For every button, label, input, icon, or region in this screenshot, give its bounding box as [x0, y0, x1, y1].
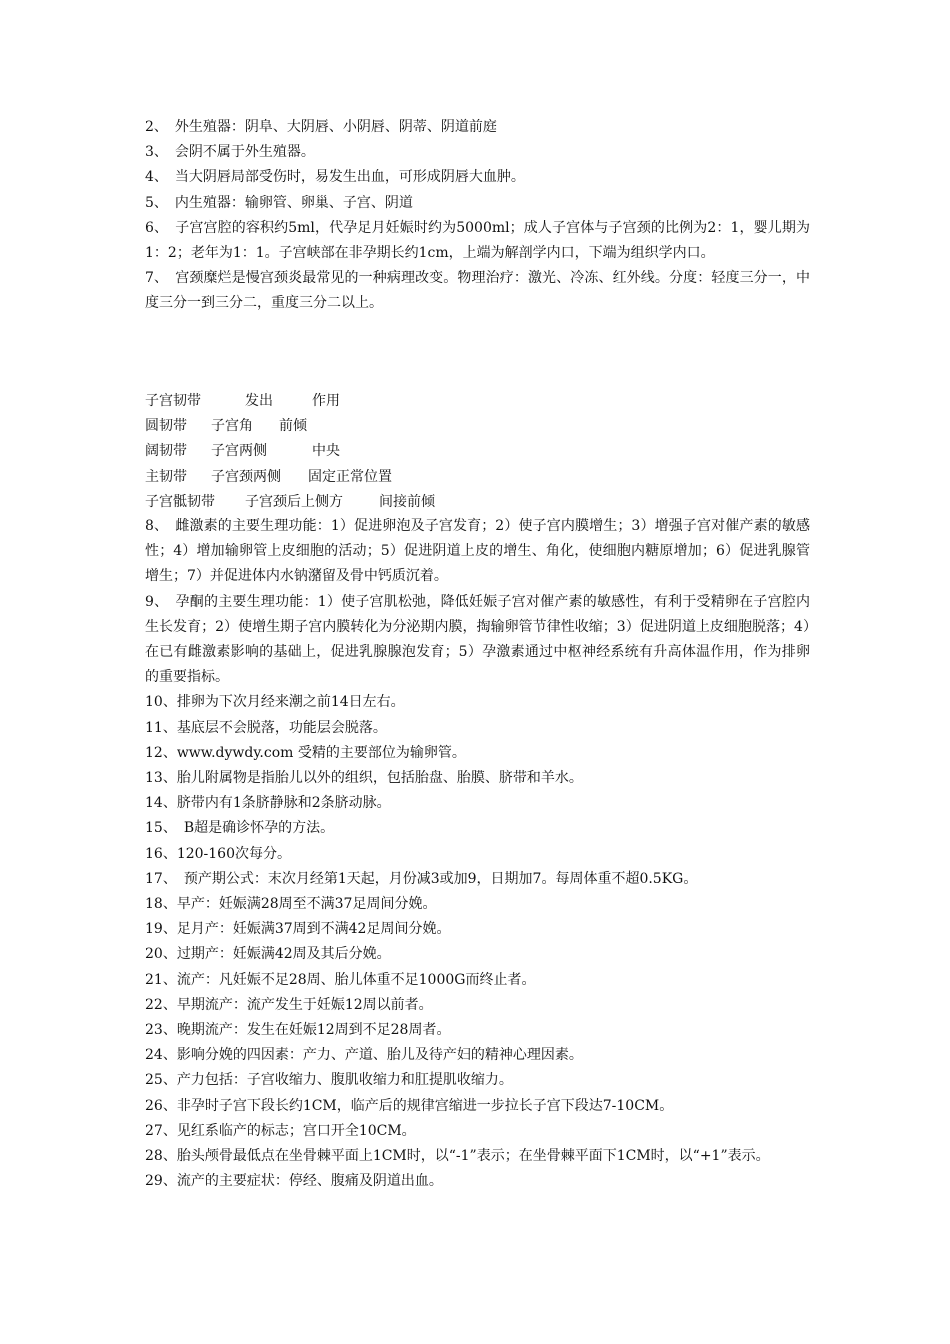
list-item: 6、 子宫宫腔的容积约5ml，代孕足月妊娠时约为5000ml；成人子宫体与子宫颈的比例为2：1，婴儿期为1：2；老年为1：1。子宫峡部在非孕期长约1cm，上端为解剖学内口，下端为组织学内口。: [145, 219, 810, 262]
list-item: 27、见红系临产的标志；宫口开全10CM。: [145, 1122, 416, 1139]
list-item: 21、流产：凡妊娠不足28周、胎儿体重不足1000G而终止者。: [145, 971, 536, 988]
column-header: 作用: [312, 393, 340, 409]
ligament-table: [145, 389, 810, 515]
table-row: [145, 465, 810, 490]
list-item: 12、www.dywdy.com 受精的主要部位为输卵管。: [145, 744, 466, 761]
column-header: 子宫韧带: [145, 393, 201, 409]
list-item: 25、产力包括：子宫收缩力、腹肌收缩力和肛提肌收缩力。: [145, 1072, 513, 1089]
list-item: 4、 当大阴唇局部受伤时，易发生出血，可形成阴唇大血肿。: [145, 169, 525, 186]
list-item: 3、 会阴不属于外生殖器。: [145, 144, 315, 161]
list-item: 9、 孕酮的主要生理功能：1）使子宫肌松弛，降低妊娠子宫对催产素的敏感性，有利于受精卵在子宫腔内生长发育；2）使增生期子宫内膜转化为分泌期内膜，掏输卵管节律性收缩；3）促进阴道上皮细胞脱落；4）在已有雌激素影响的基础上，促进乳腺腺泡发育；5）孕激素通过中枢神经系统有升高体温作用，作为排卵的重要指标。: [145, 593, 810, 686]
list-item: 17、 预产期公式：末次月经第1天起，月份减3或加9，日期加7。每周体重不超0.5KG。: [145, 870, 698, 887]
section-1: [145, 115, 810, 317]
table-cell: 固定正常位置: [308, 468, 392, 485]
table-cell: 子宫颈两侧: [211, 468, 281, 485]
table-cell: 子宫颈后上侧方: [245, 493, 343, 510]
table-header-row: [145, 389, 810, 414]
list-item: 8、 雌激素的主要生理功能：1）促进卵泡及子宫发育；2）使子宫内膜增生；3）增强子宫对催产素的敏感性；4）增加输卵管上皮细胞的活动；5）促进阴道上皮的增生、角化，使细胞内糖原增加；6）促进乳腺管增生；7）并促进体内水钠潴留及骨中钙质沉着。: [145, 518, 810, 585]
table-cell: 主韧带: [145, 468, 187, 485]
list-item: 29、流产的主要症状：停经、腹痛及阴道出血。: [145, 1173, 443, 1190]
list-item: 10、排卵为下次月经来潮之前14日左右。: [145, 694, 405, 711]
list-item: 11、基底层不会脱落，功能层会脱落。: [145, 719, 387, 736]
table-cell: 间接前倾: [379, 493, 435, 510]
list-item: 26、非孕时子宫下段长约1CM，临产后的规律宫缩进一步拉长子宫下段达7-10CM。: [145, 1097, 674, 1114]
table-cell: 圆韧带: [145, 418, 187, 435]
list-item: 5、 内生殖器：输卵管、卵巢、子宫、阴道: [145, 194, 413, 211]
list-item: 13、胎儿附属物是指胎儿以外的组织，包括胎盘、胎膜、脐带和羊水。: [145, 770, 583, 787]
list-item: 15、 B超是确诊怀孕的方法。: [145, 820, 335, 837]
list-item: 22、早期流产：流产发生于妊娠12周以前者。: [145, 996, 433, 1013]
table-row: [145, 414, 810, 439]
list-item: 19、足月产：妊娠满37周到不满42足周间分娩。: [145, 921, 451, 938]
table-cell: 子宫两侧: [211, 443, 267, 460]
table-row: [145, 439, 810, 464]
list-item: 7、 宫颈糜烂是慢宫颈炎最常见的一种病理改变。物理治疗：激光、冷冻、红外线。分度：轻度三分一，中度三分一到三分二，重度三分二以上。: [145, 270, 810, 312]
list-item: 2、 外生殖器：阴阜、大阴唇、小阴唇、阴蒂、阴道前庭: [145, 119, 497, 135]
table-cell: 子宫角: [211, 418, 253, 435]
list-item: 14、脐带内有1条脐静脉和2条脐动脉。: [145, 795, 391, 812]
table-cell: 子宫骶韧带: [145, 493, 215, 510]
column-header: 发出: [245, 393, 273, 409]
table-cell: 中央: [312, 443, 340, 460]
list-item: 28、胎头颅骨最低点在坐骨棘平面上1CM时，以“-1”表示；在坐骨棘平面下1CM时，以“+1”表示。: [145, 1148, 770, 1165]
section-2: [145, 514, 810, 1194]
list-item: 20、过期产：妊娠满42周及其后分娩。: [145, 946, 391, 963]
table-cell: 阔韧带: [145, 443, 187, 460]
table-row: [145, 490, 810, 515]
list-item: 18、早产：妊娠满28周至不满37足周间分娩。: [145, 896, 437, 913]
list-item: 23、晚期流产：发生在妊娠12周到不足28周者。: [145, 1022, 451, 1039]
list-item: 24、影响分娩的四因素：产力、产道、胎儿及待产妇的精神心理因素。: [145, 1047, 583, 1064]
table-cell: 前倾: [279, 418, 307, 435]
list-item: 16、120-160次每分。: [145, 845, 291, 862]
